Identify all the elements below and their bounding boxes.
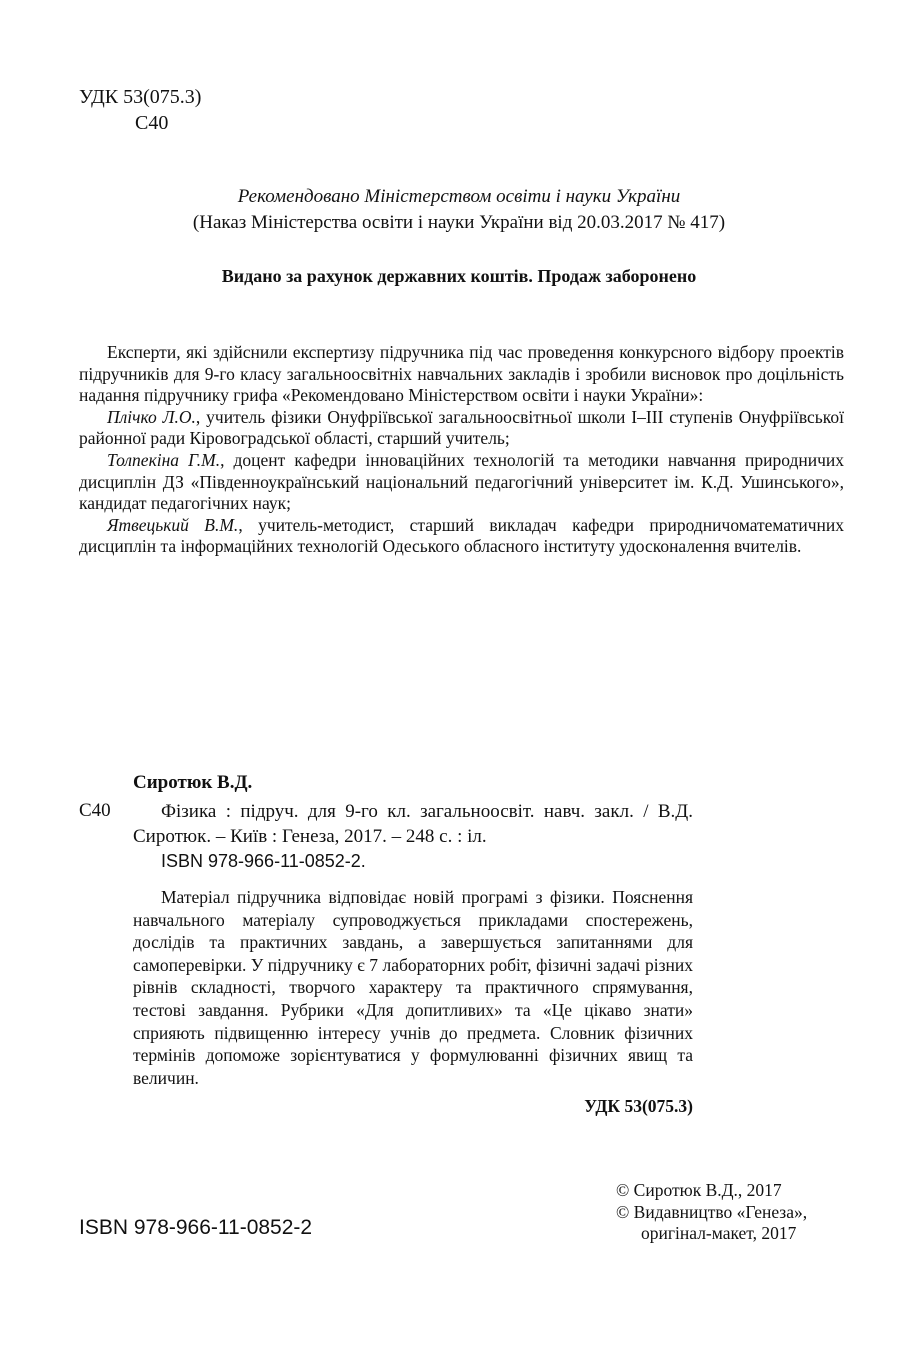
annotation-text: Матеріал підручника відповідає новій програмі з фізики. Пояснення навчального матеріалу супроводжується прикладами спостережень, дослідів та практичних завдань, а завершується запитаннями для самоперевірки. У підручнику є 7 лабораторних робіт, фізичні задачі різних рівнів складності, творчого характеру та практичного спрямування, тестові завдання. Рубрики «Для допитливих» та «Це цікаво знати» сприяють підвищенню інтересу учнів до предмета. Словник фізичних термінів допоможе зорієнтуватися у формулюванні фізичних явищ та величин. bbox=[133, 887, 693, 1088]
annotation-block bbox=[133, 886, 693, 1089]
expert-name: Толпекіна Г.М. bbox=[107, 449, 221, 470]
expert-name: Ятвецький В.М. bbox=[107, 514, 239, 535]
expert-item bbox=[79, 515, 844, 558]
class-code: С40 bbox=[135, 112, 169, 134]
copyright-layout: оригінал-макет, 2017 bbox=[641, 1223, 797, 1243]
catalog-isbn: ISBN 978-966-11-0852-2. bbox=[161, 851, 366, 871]
recommendation-line: Рекомендовано Міністерством освіти і науки України bbox=[237, 186, 681, 207]
copyright-block bbox=[616, 1180, 856, 1245]
catalog-code: С40 bbox=[79, 800, 111, 821]
catalog-author: Сиротюк В.Д. bbox=[133, 772, 253, 793]
expert-item bbox=[79, 407, 844, 450]
udk-header bbox=[79, 84, 201, 136]
experts-block bbox=[79, 342, 844, 558]
copyright-publisher: © Видавництво «Генеза», bbox=[616, 1201, 808, 1222]
catalog-description bbox=[133, 800, 693, 849]
funding-note: Видано за рахунок державних коштів. Продаж заборонено bbox=[221, 266, 697, 286]
catalog-udk: УДК 53(075.3) bbox=[584, 1096, 693, 1116]
footer-isbn: ISBN 978-966-11-0852-2 bbox=[79, 1216, 313, 1239]
experts-intro: Експерти, які здійснили експертизу підручника під час проведення конкурсного відбору проектів підручників для 9-го класу загальноосвітніх навчальних закладів і зробили висновок про доцільність надання підручнику грифа «Рекомендовано Міністерством освіти і науки України»: bbox=[79, 342, 844, 406]
udk-code: УДК 53(075.3) bbox=[79, 86, 202, 108]
copyright-author: © Сиротюк В.Д., 2017 bbox=[616, 1180, 782, 1200]
expert-desc: , учитель фізики Онуфріївської загальноосвітньої школи І–ІІІ ступенів Онуфріївської районної ради Кіровоградської області, старший учитель; bbox=[79, 406, 844, 449]
expert-desc: , доцент кафедри інноваційних технологій та методики навчання природничих дисциплін ДЗ «Південноукраїнський національний педагогічний університет ім. К.Д. Ушинського», кандидат педагогічних наук; bbox=[79, 449, 844, 514]
expert-item bbox=[79, 450, 844, 515]
order-reference: (Наказ Міністерства освіти і науки України від 20.03.2017 № 417) bbox=[192, 212, 726, 233]
recommendation-block bbox=[0, 184, 918, 236]
catalog-description-text: Фізика : підруч. для 9-го кл. загальноосвіт. навч. закл. / В.Д. Сиротюк. – Київ : Генеза, 2017. – 248 с. : іл. bbox=[133, 801, 693, 847]
expert-name: Плічко Л.О. bbox=[107, 406, 196, 427]
expert-desc: , учитель-методист, старший викладач кафедри природничоматематичних дисциплін та інформаційних технологій Одеського обласного інституту удосконалення вчителів. bbox=[79, 514, 844, 557]
